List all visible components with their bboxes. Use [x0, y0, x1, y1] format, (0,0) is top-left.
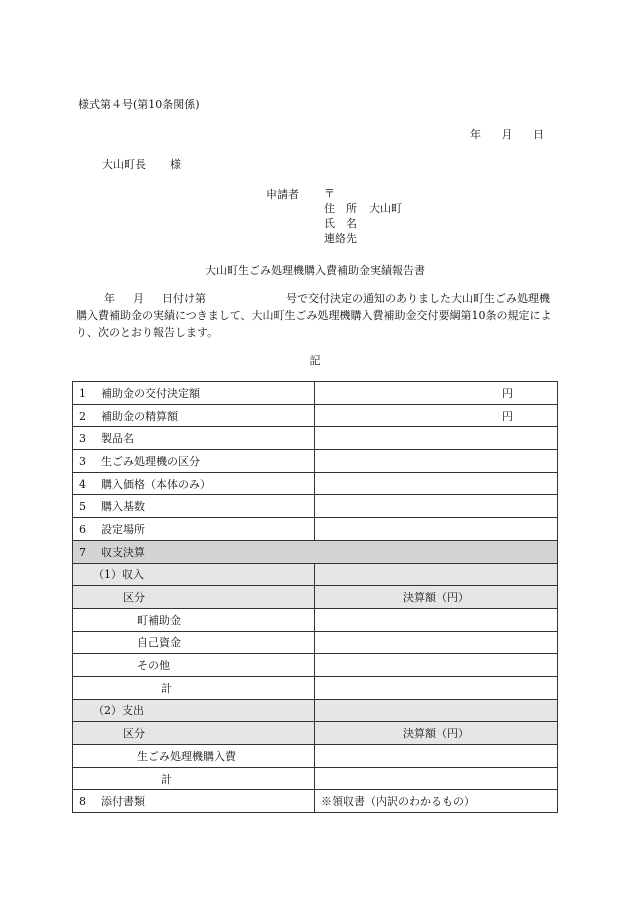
- item-label-cell: [73, 472, 315, 495]
- table-row: [73, 631, 558, 654]
- table-row: [73, 495, 558, 518]
- item-number: 3: [79, 454, 86, 468]
- expense-header-blank: [315, 699, 558, 722]
- applicant-label: 申請者: [266, 188, 299, 201]
- body-paragraph: [76, 290, 556, 341]
- income-kubun-label: 区分: [123, 591, 145, 605]
- income-total-cell: [73, 676, 315, 699]
- attachments-label: 添付書類: [101, 795, 145, 809]
- section-7-number: 7: [79, 545, 86, 559]
- item-label-cell: [73, 495, 315, 518]
- expense-kubun-label: 区分: [123, 727, 145, 741]
- attachments-cell: [73, 790, 315, 813]
- applicant-block: [324, 186, 402, 246]
- expense-header: （2）支出: [93, 704, 144, 718]
- item-value-cell[interactable]: [315, 518, 558, 541]
- income-item-cell: [73, 654, 315, 677]
- item-label-cell: [73, 518, 315, 541]
- item-value-cell[interactable]: [315, 472, 558, 495]
- expense-total-label: 計: [161, 772, 172, 786]
- table-row: [73, 767, 558, 790]
- item-value: 円: [502, 386, 513, 400]
- date-month: 月: [501, 128, 513, 141]
- item-label: 購入基数: [101, 500, 145, 514]
- item-number: 6: [79, 522, 86, 536]
- income-item-cell: [73, 608, 315, 631]
- item-number: 2: [79, 409, 86, 423]
- item-number: 1: [79, 386, 86, 400]
- postal-mark: 〒: [324, 187, 335, 200]
- table-row: [73, 472, 558, 495]
- expense-header-cell: [73, 699, 315, 722]
- expense-amount-label: 決算額（円）: [403, 727, 469, 741]
- item-label-cell: [73, 382, 315, 405]
- document-title: 大山町生ごみ処理機購入費補助金実績報告書: [205, 264, 425, 277]
- table-row: [73, 608, 558, 631]
- item-value-cell[interactable]: [315, 450, 558, 473]
- item-label-cell: [73, 427, 315, 450]
- body-main-text: 号で交付決定の通知のありました大山町生ごみ処理機購入費補助金の実績につきまして、大山町生ごみ処理機購入費補助金交付要綱第10条の規定により、次のとおり報告します。: [76, 292, 552, 339]
- table-row: [73, 745, 558, 768]
- item-value: 円: [502, 409, 513, 423]
- address-line: [324, 201, 402, 216]
- date-year: 年: [470, 128, 481, 141]
- name-label: 氏 名: [324, 217, 357, 230]
- item-value-cell[interactable]: [315, 427, 558, 450]
- item-label: 設定場所: [101, 522, 145, 536]
- addressee: [102, 156, 181, 172]
- form-number: 様式第４号(第10条関係): [78, 98, 200, 111]
- item-value-cell[interactable]: [315, 382, 558, 405]
- table-row: [73, 382, 558, 405]
- item-value-cell[interactable]: [315, 495, 558, 518]
- expense-item-cell: [73, 745, 315, 768]
- income-item-value[interactable]: [315, 608, 558, 631]
- item-label: 生ごみ処理機の区分: [101, 454, 200, 468]
- body-date-no: 日付け第: [162, 292, 206, 305]
- income-total-value[interactable]: [315, 676, 558, 699]
- income-item-label: その他: [137, 659, 170, 673]
- report-table: [72, 381, 558, 813]
- item-value-cell[interactable]: [315, 404, 558, 427]
- expense-total-cell: [73, 767, 315, 790]
- item-label: 補助金の精算額: [101, 409, 178, 423]
- income-header-blank: [315, 563, 558, 586]
- table-row: [73, 563, 558, 586]
- table-row: [73, 586, 558, 609]
- addressee-honorific: 様: [170, 158, 181, 171]
- income-header-cell: [73, 563, 315, 586]
- expense-col-amount: [315, 722, 558, 745]
- income-item-label: 自己資金: [137, 636, 181, 650]
- attachments-value-cell: [315, 790, 558, 813]
- table-row: [73, 450, 558, 473]
- income-col-kubun: [73, 586, 315, 609]
- item-label-cell: [73, 450, 315, 473]
- table-row: [73, 676, 558, 699]
- section-7-cell: [73, 540, 558, 563]
- item-number: 4: [79, 477, 86, 491]
- date-line: [470, 126, 544, 142]
- address-label: 住 所: [324, 202, 357, 215]
- table-row: [73, 654, 558, 677]
- item-label: 購入価格（本体のみ）: [101, 477, 211, 491]
- item-label: 補助金の交付決定額: [101, 386, 200, 400]
- expense-item-label: 生ごみ処理機購入費: [137, 749, 236, 763]
- table-row: [73, 404, 558, 427]
- expense-item-value[interactable]: [315, 745, 558, 768]
- contact-label: 連絡先: [324, 232, 357, 245]
- income-item-label: 町補助金: [137, 613, 181, 627]
- income-item-cell: [73, 631, 315, 654]
- date-day: 日: [533, 128, 544, 141]
- table-row: [73, 540, 558, 563]
- income-item-value[interactable]: [315, 654, 558, 677]
- item-number: 5: [79, 500, 86, 514]
- body-year: 年: [104, 292, 115, 305]
- item-label: 製品名: [101, 432, 134, 446]
- item-number: 3: [79, 432, 86, 446]
- income-col-amount: [315, 586, 558, 609]
- body-month: 月: [133, 292, 144, 305]
- attachments-number: 8: [79, 795, 86, 809]
- table-row: [73, 722, 558, 745]
- attachments-value: ※領収書（内訳のわかるもの）: [321, 795, 475, 809]
- section-7-label: 収支決算: [101, 545, 145, 559]
- ki-heading: 記: [309, 354, 321, 367]
- income-item-value[interactable]: [315, 631, 558, 654]
- addressee-name: 大山町長: [102, 158, 146, 171]
- expense-total-value[interactable]: [315, 767, 558, 790]
- address-value: 大山町: [369, 202, 402, 215]
- item-label-cell: [73, 404, 315, 427]
- income-amount-label: 決算額（円）: [403, 591, 469, 605]
- table-row: [73, 699, 558, 722]
- table-row: [73, 427, 558, 450]
- table-row: [73, 518, 558, 541]
- income-header: （1）収入: [93, 568, 144, 582]
- income-total-label: 計: [161, 681, 172, 695]
- expense-col-kubun: [73, 722, 315, 745]
- table-row: [73, 790, 558, 813]
